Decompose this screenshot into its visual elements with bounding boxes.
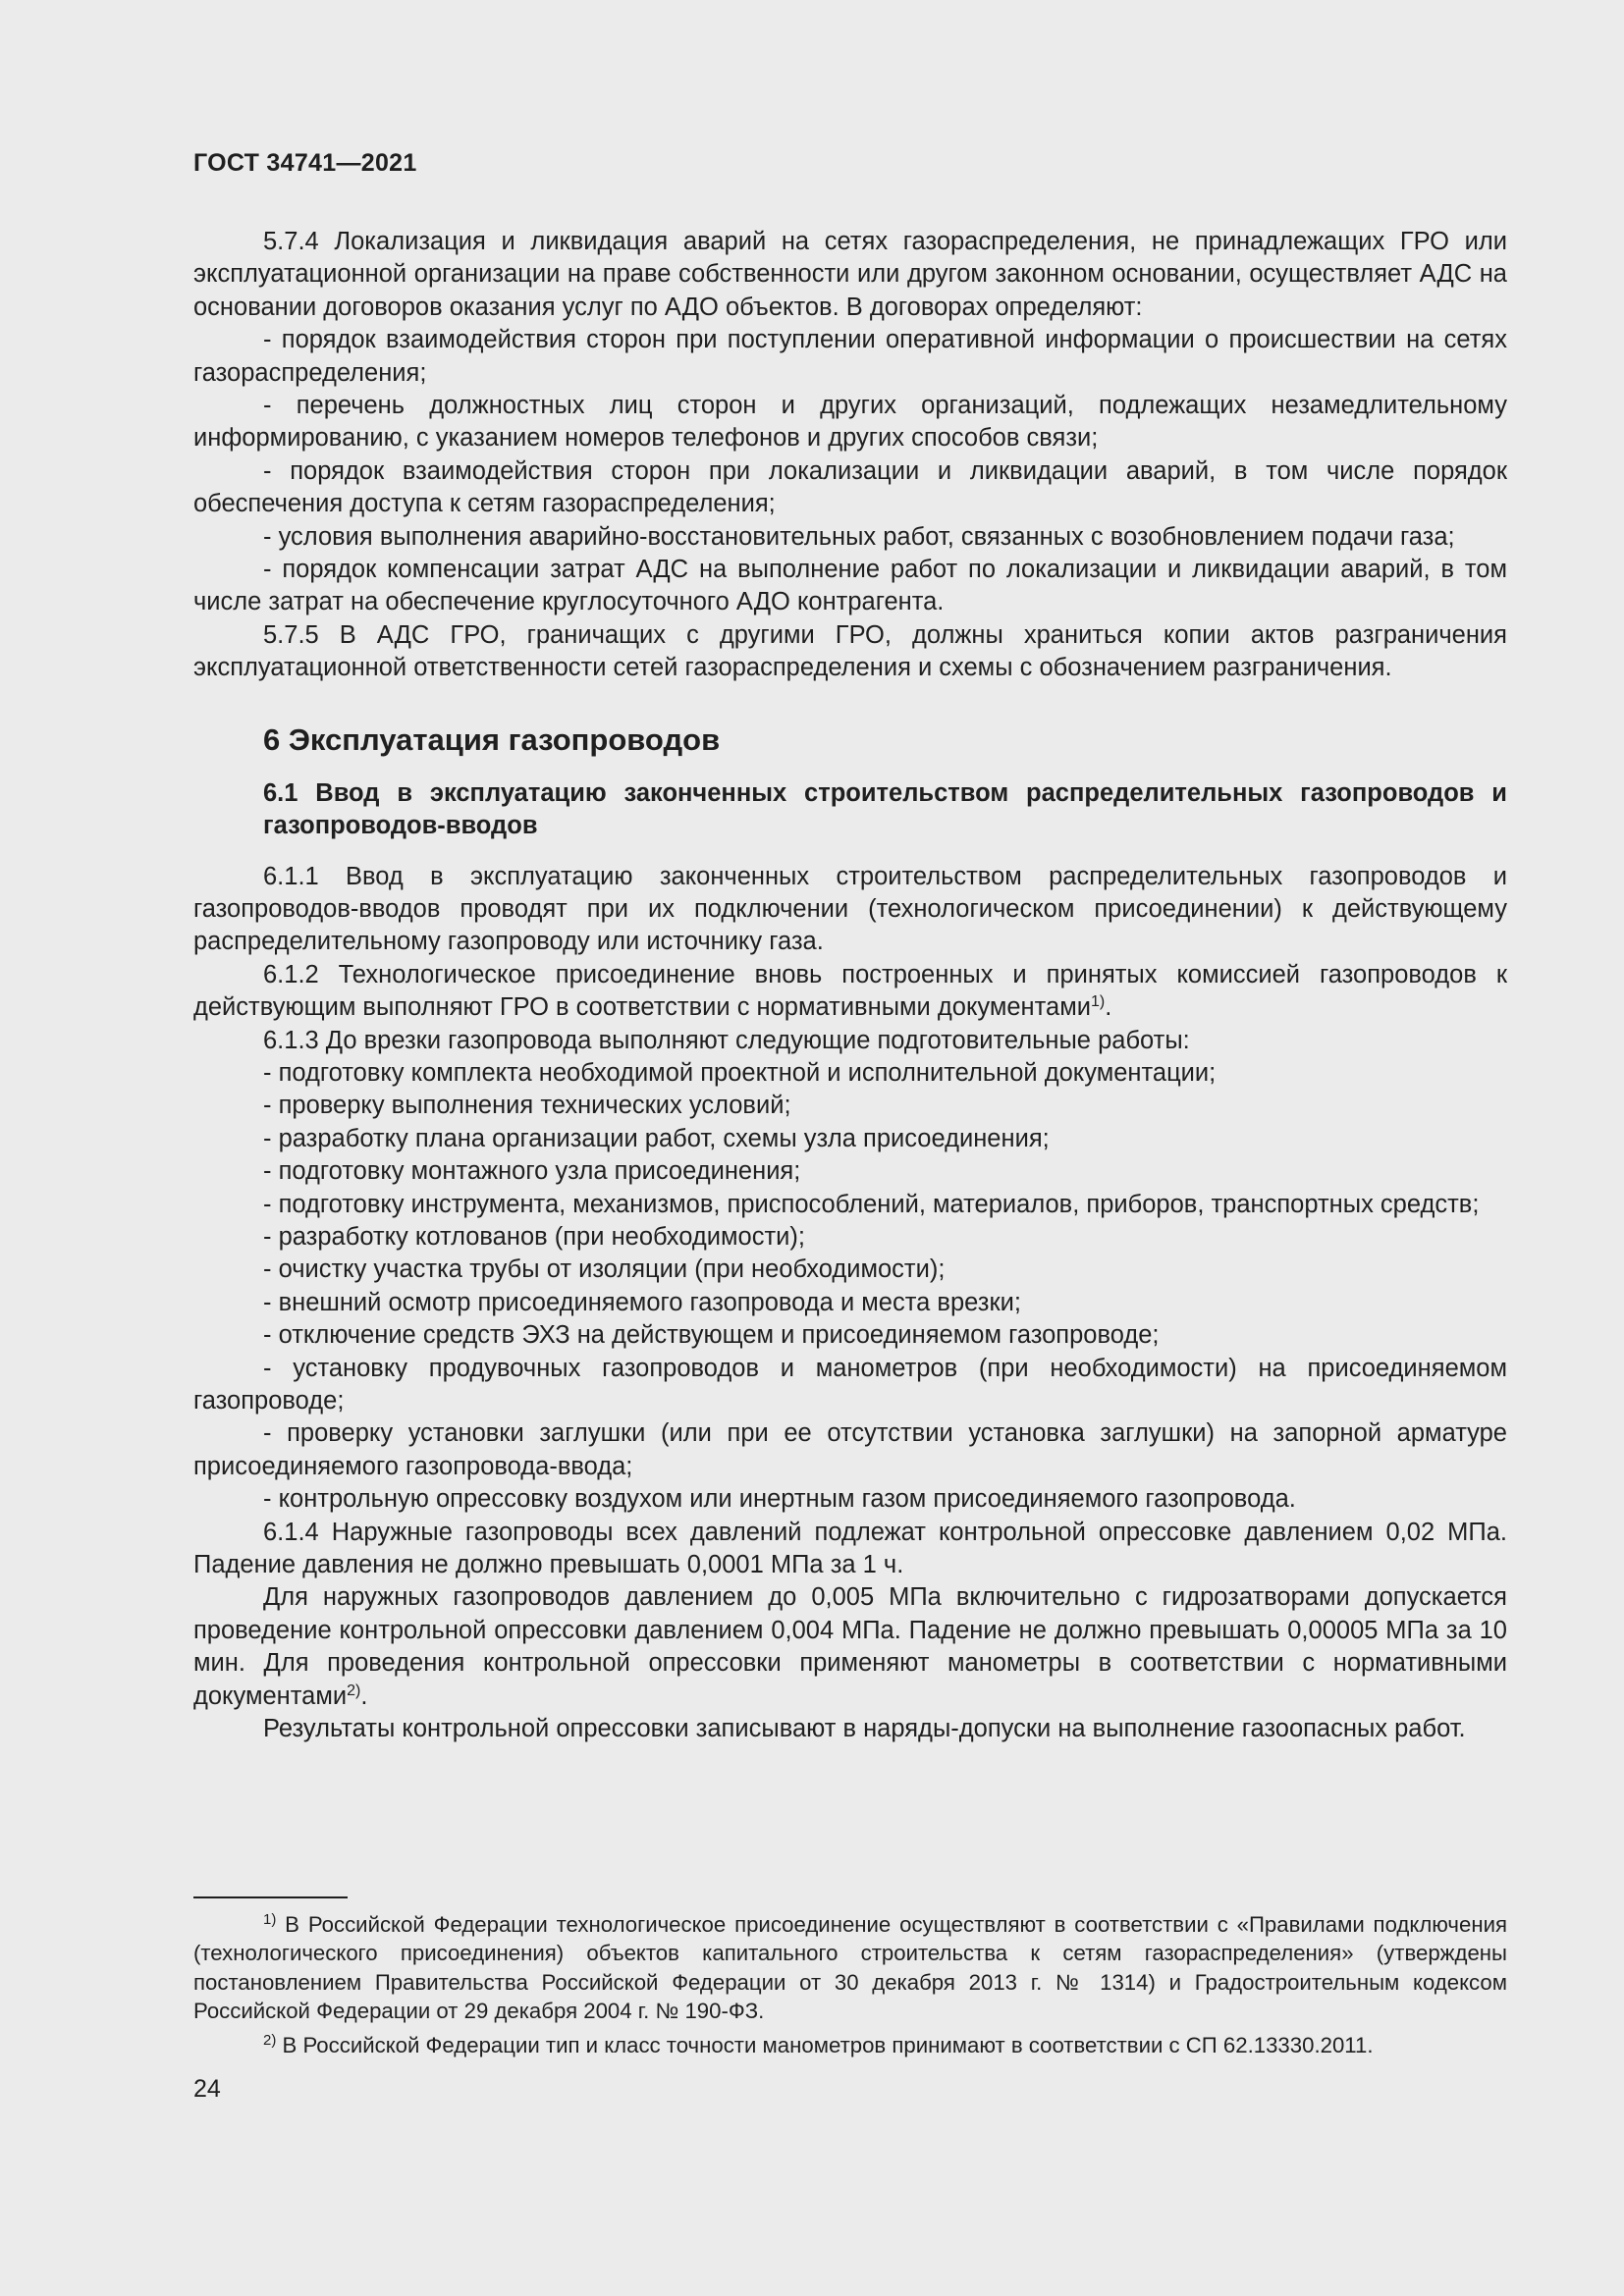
document-body (193, 226, 1507, 1745)
paragraph: Для наружных газопроводов давлением до 0,005 МПа включительно с гидрозатворами допускается проведение контрольной опрессовки давлением 0,004 МПа. Падение не должно превышать 0,00005 МПа за 10 мин. Для проведения контрольной опрессовки применяют манометры в соответствии с нормативными документами$^{2)}$. (193, 1583, 1507, 1710)
list-item: - подготовку монтажного узла присоединения; (263, 1157, 801, 1186)
footnote-mark: 2) (263, 2031, 277, 2049)
list-item: - условия выполнения аварийно-восстановительных работ, связанных с возобновлением подачи газа; (263, 522, 1455, 551)
subsection-heading: 6.1 Ввод в эксплуатацию законченных строительством распределительных газопроводов и газопроводов-вводов (263, 778, 1507, 840)
paragraph: 6.1.2 Технологическое присоединение вновь построенных и принятых комиссией газопроводов к действующим выполняют ГРО в соответствии с нормативными документами$^{1)}$. (193, 960, 1507, 1022)
list-item: - подготовку инструмента, механизмов, приспособлений, материалов, приборов, транспортных средств; (263, 1190, 1480, 1218)
paragraph: Результаты контрольной опрессовки записывают в наряды-допуски на выполнение газоопасных работ. (263, 1715, 1466, 1743)
paragraph: 6.1.4 Наружные газопроводы всех давлений подлежат контрольной опрессовке давлением 0,02 МПа. Падение давления не должно превышать 0,0001 МПа за 1 ч. (193, 1518, 1507, 1579)
paragraph: 6.1.3 До врезки газопровода выполняют следующие подготовительные работы: (263, 1026, 1190, 1054)
list-item: - очистку участка трубы от изоляции (при необходимости); (263, 1255, 946, 1284)
footnote-mark: 1) (263, 1911, 277, 1928)
list-item: - внешний осмотр присоединяемого газопровода и места врезки; (263, 1288, 1021, 1316)
section-heading: 6 Эксплуатация газопроводов (263, 721, 721, 757)
page-number: 24 (193, 2075, 221, 2103)
list-item: - порядок взаимодействия сторон при поступлении оперативной информации о происшествии на сетях газораспределения; (193, 326, 1507, 387)
footnote-separator (193, 1896, 348, 1898)
footnote-reference: 2) (347, 1682, 361, 1699)
list-item: - установку продувочных газопроводов и манометров (при необходимости) на присоединяемом газопроводе; (193, 1354, 1507, 1415)
footnote: $^{2)}$ В Российской Федерации тип и класс точности манометров принимают в соответствии с СП 62.13330.2011. (263, 2031, 1374, 2057)
document-header: ГОСТ 34741—2021 (193, 149, 417, 177)
list-item: - проверку выполнения технических условий; (263, 1092, 791, 1120)
footnote: $^{1)}$ В Российской Федерации технологическое присоединение осуществляют в соответствии с «Правилами подключения (технологического присоединения) объектов капитального строительства к сетям газораспределения» (утверждены постановлением Правительства Российской Федерации от 30 декабря 2013 г. № 1314) и Градостроительным кодексом Российской Федерации от 29 декабря 2004 г. № 190-ФЗ. (193, 1911, 1507, 2024)
list-item: - перечень должностных лиц сторон и других организаций, подлежащих незамедлительному информированию, с указанием номеров телефонов и других способов связи; (193, 392, 1507, 453)
list-item: - разработку плана организации работ, схемы узла присоединения; (263, 1124, 1050, 1152)
list-item: - проверку установки заглушки (или при ее отсутствии установка заглушки) на запорной арматуре присоединяемого газопровода-ввода; (193, 1419, 1507, 1480)
paragraph: 5.7.4 Локализация и ликвидация аварий на сетях газораспределения, не принадлежащих ГРО или эксплуатационной организации на праве собственности или другом законном основании, осуществляет АДС на основании договоров оказания услуг по АДО объектов. В договорах определяют: (193, 228, 1507, 321)
list-item: - подготовку комплекта необходимой проектной и исполнительной документации; (263, 1058, 1217, 1087)
footnote-reference: 1) (1091, 993, 1106, 1011)
paragraph: 6.1.1 Ввод в эксплуатацию законченных строительством распределительных газопроводов и газопроводов-вводов проводят при их подключении (технологическом присоединении) к действующему распределительному газопроводу или источнику газа. (193, 862, 1507, 956)
list-item: - порядок взаимодействия сторон при локализации и ликвидации аварий, в том числе порядок обеспечения доступа к сетям газораспределения; (193, 456, 1507, 518)
list-item: - отключение средств ЭХЗ на действующем и присоединяемом газопроводе; (263, 1321, 1160, 1350)
footnote-list (193, 1910, 1507, 2059)
list-item: - порядок компенсации затрат АДС на выполнение работ по локализации и ликвидации аварий, в том числе затрат на обеспечение круглосуточного АДО контрагента. (193, 556, 1507, 616)
footnotes-section (193, 1896, 1507, 2064)
list-item: - контрольную опрессовку воздухом или инертным газом присоединяемого газопровода. (263, 1485, 1296, 1514)
paragraph: 5.7.5 В АДС ГРО, граничащих с другими ГРО, должны храниться копии актов разграничения эксплуатационной ответственности сетей газораспределения и схемы с обозначением разграничения. (193, 620, 1507, 682)
list-item: - разработку котлованов (при необходимости); (263, 1222, 805, 1251)
